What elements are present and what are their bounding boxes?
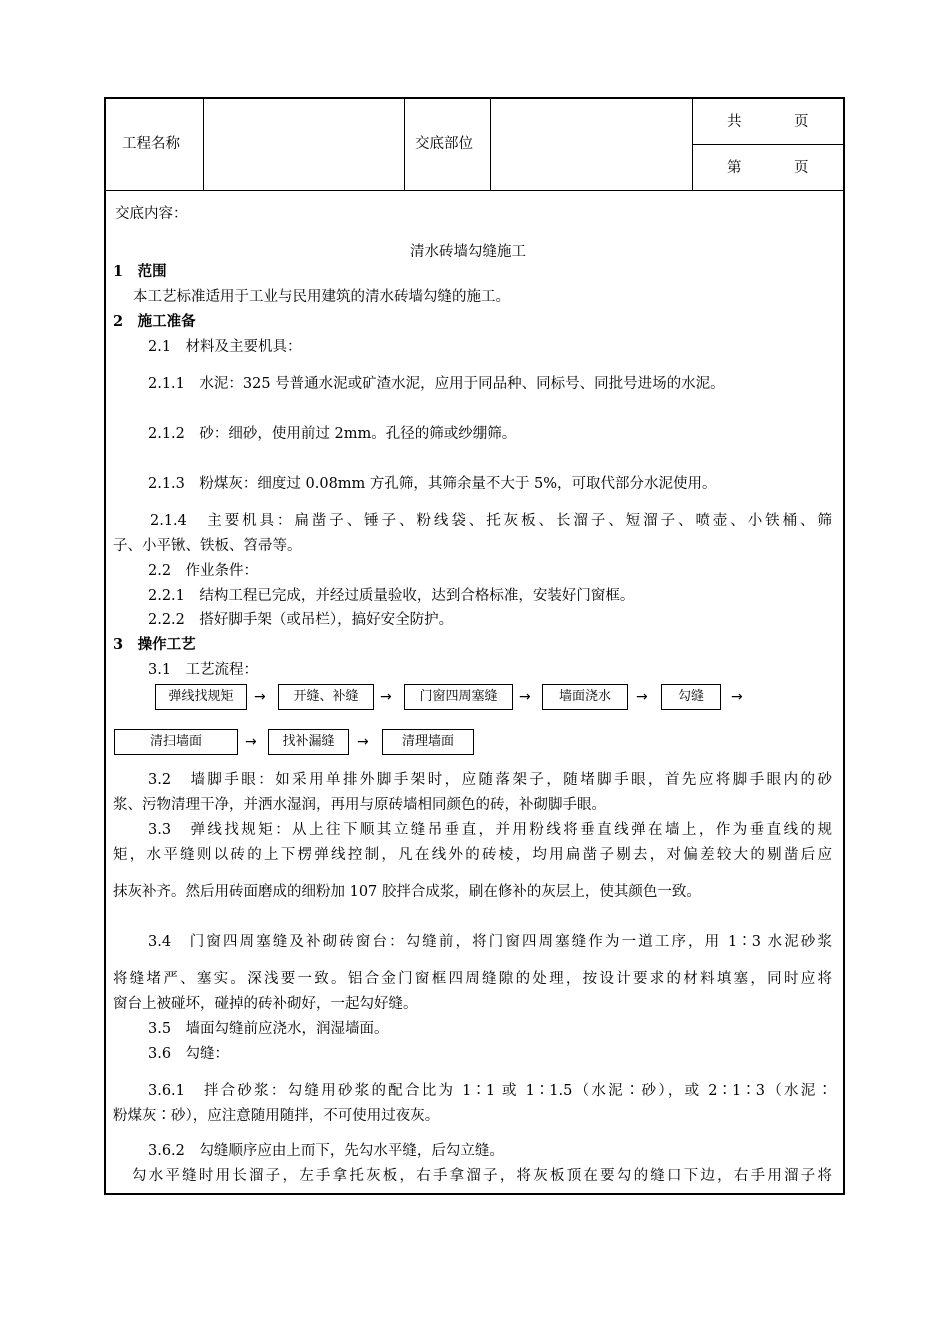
section-2-1-1: 2.1.1 水泥：325 号普通水泥或矿渣水泥，应用于同品种、同标号、同批号进场的水泥。: [148, 376, 725, 392]
section-2-2-2: 2.2.2 搭好脚手架（或吊栏），搞好安全防护。: [148, 612, 454, 628]
section-2-1: 2.1 材料及主要机具：: [148, 339, 302, 355]
flow-step-7: 找补漏缝: [268, 729, 349, 755]
flow-step-8: 清理墙面: [382, 729, 474, 755]
flow-step-5: 勾缝: [661, 684, 721, 710]
flow-step-4: 墙面浇水: [542, 684, 628, 710]
section-3-5: 3.5 墙面勾缝前应浇水，润湿墙面。: [148, 1021, 389, 1037]
header-divider-2: [404, 97, 405, 191]
section-2-title: 2 施工准备: [113, 313, 196, 330]
total-pages-label: 共: [727, 114, 742, 130]
header-bottom-line: [104, 190, 845, 191]
flow-arrow-6: →: [245, 734, 257, 750]
section-3-2-line-1: 3.2 墙脚手眼：如采用单排外脚手架时，应随落架子，随堵脚手眼，首先应将脚手眼内的砂: [148, 772, 832, 788]
section-2-1-3: 2.1.3 粉煤灰：细度过 0.08mm 方孔筛，其筛余量不大于 5%，可取代部分水泥使用。: [148, 476, 717, 492]
handover-part-label: 交底部位: [415, 136, 473, 152]
flow-step-3: 门窗四周塞缝: [404, 684, 513, 710]
section-3-6-2: 3.6.2 勾缝顺序应由上而下，先勾水平缝，后勾立缝。: [148, 1143, 504, 1159]
section-3-4-line-1: 3.4 门窗四周塞缝及补砌砖窗台：勾缝前，将门窗四周塞缝作为一道工序，用 1∶3 水泥砂浆: [148, 934, 832, 950]
flow-arrow-4: →: [636, 689, 648, 705]
flow-arrow-7: →: [357, 734, 369, 750]
section-2-1-2: 2.1.2 砂：细砂，使用前过 2mm。孔径的筛或纱绷筛。: [148, 426, 517, 442]
total-pages-unit: 页: [794, 114, 809, 130]
flow-arrow-1: →: [254, 689, 266, 705]
section-3-2-line-2: 浆、污物清理干净，并洒水湿润，再用与原砖墙相同颜色的砖，补砌脚手眼。: [113, 797, 606, 813]
section-2-2: 2.2 作业条件：: [148, 563, 259, 579]
section-3-6: 3.6 勾缝：: [148, 1046, 230, 1062]
page-number-label: 第: [727, 160, 742, 176]
header-divider-3: [490, 97, 491, 191]
section-2-1-4-line-1: 2.1.4 主要机具：扁凿子、锤子、粉线袋、托灰板、长溜子、短溜子、喷壶、小铁桶、筛: [150, 513, 832, 529]
flow-arrow-3: →: [519, 689, 531, 705]
flow-arrow-2: →: [380, 689, 392, 705]
section-3-4-line-2: 将缝堵严、塞实。深浅要一致。铝合金门窗框四周缝隙的处理，按设计要求的材料填塞，同时应将: [113, 971, 832, 987]
section-3-1: 3.1 工艺流程：: [148, 662, 259, 678]
page-cell-divider: [692, 144, 845, 145]
flow-step-1: 弹线找规矩: [155, 684, 247, 710]
section-1-text: 本工艺标准适用于工业与民用建筑的清水砖墙勾缝的施工。: [133, 289, 510, 305]
flow-step-2: 开缝、补缝: [278, 684, 374, 710]
section-3-3-line-1: 3.3 弹线找规矩：从上往下顺其立缝吊垂直，并用粉线将垂直线弹在墙上，作为垂直线的规: [148, 822, 832, 838]
section-3-3-line-2: 矩，水平缝则以砖的上下楞弹线控制，凡在线外的砖棱，均用扁凿子剔去，对偏差较大的剔凿后应: [113, 847, 832, 863]
section-1-title: 1 范围: [113, 263, 167, 280]
flow-step-6: 清扫墙面: [114, 729, 238, 755]
section-2-2-1: 2.2.1 结构工程已完成，并经过质量验收，达到合格标准，安装好门窗框。: [148, 588, 635, 604]
section-3-4-line-3: 窗台上被碰坏，碰掉的砖补砌好，一起勾好缝。: [113, 996, 418, 1012]
section-3-6-1-line-2: 粉煤灰∶砂），应注意随用随拌，不可使用过夜灰。: [113, 1108, 440, 1124]
project-name-label: 工程名称: [122, 136, 180, 152]
page-number-unit: 页: [794, 160, 809, 176]
section-3-3-line-3: 抹灰补齐。然后用砖面磨成的细粉加 107 胶拌合成浆，刷在修补的灰层上，使其颜色一致。: [113, 884, 701, 900]
content-label: 交底内容：: [115, 206, 188, 222]
document-title: 清水砖墙勾缝施工: [410, 244, 526, 260]
section-3-title: 3 操作工艺: [113, 636, 196, 653]
flow-arrow-5: →: [731, 689, 743, 705]
section-3-6-2-continuation: 勾水平缝时用长溜子，左手拿托灰板，右手拿溜子，将灰板顶在要勾的缝口下边，右手用溜子将: [132, 1168, 832, 1184]
header-divider-1: [203, 97, 204, 191]
section-2-1-4-line-2: 子、小平锹、铁板、笤帚等。: [113, 538, 302, 554]
section-3-6-1-line-1: 3.6.1 拌合砂浆：勾缝用砂浆的配合比为 1∶1 或 1∶1.5（水泥∶砂），或 2∶1∶3（水泥∶: [148, 1083, 832, 1099]
